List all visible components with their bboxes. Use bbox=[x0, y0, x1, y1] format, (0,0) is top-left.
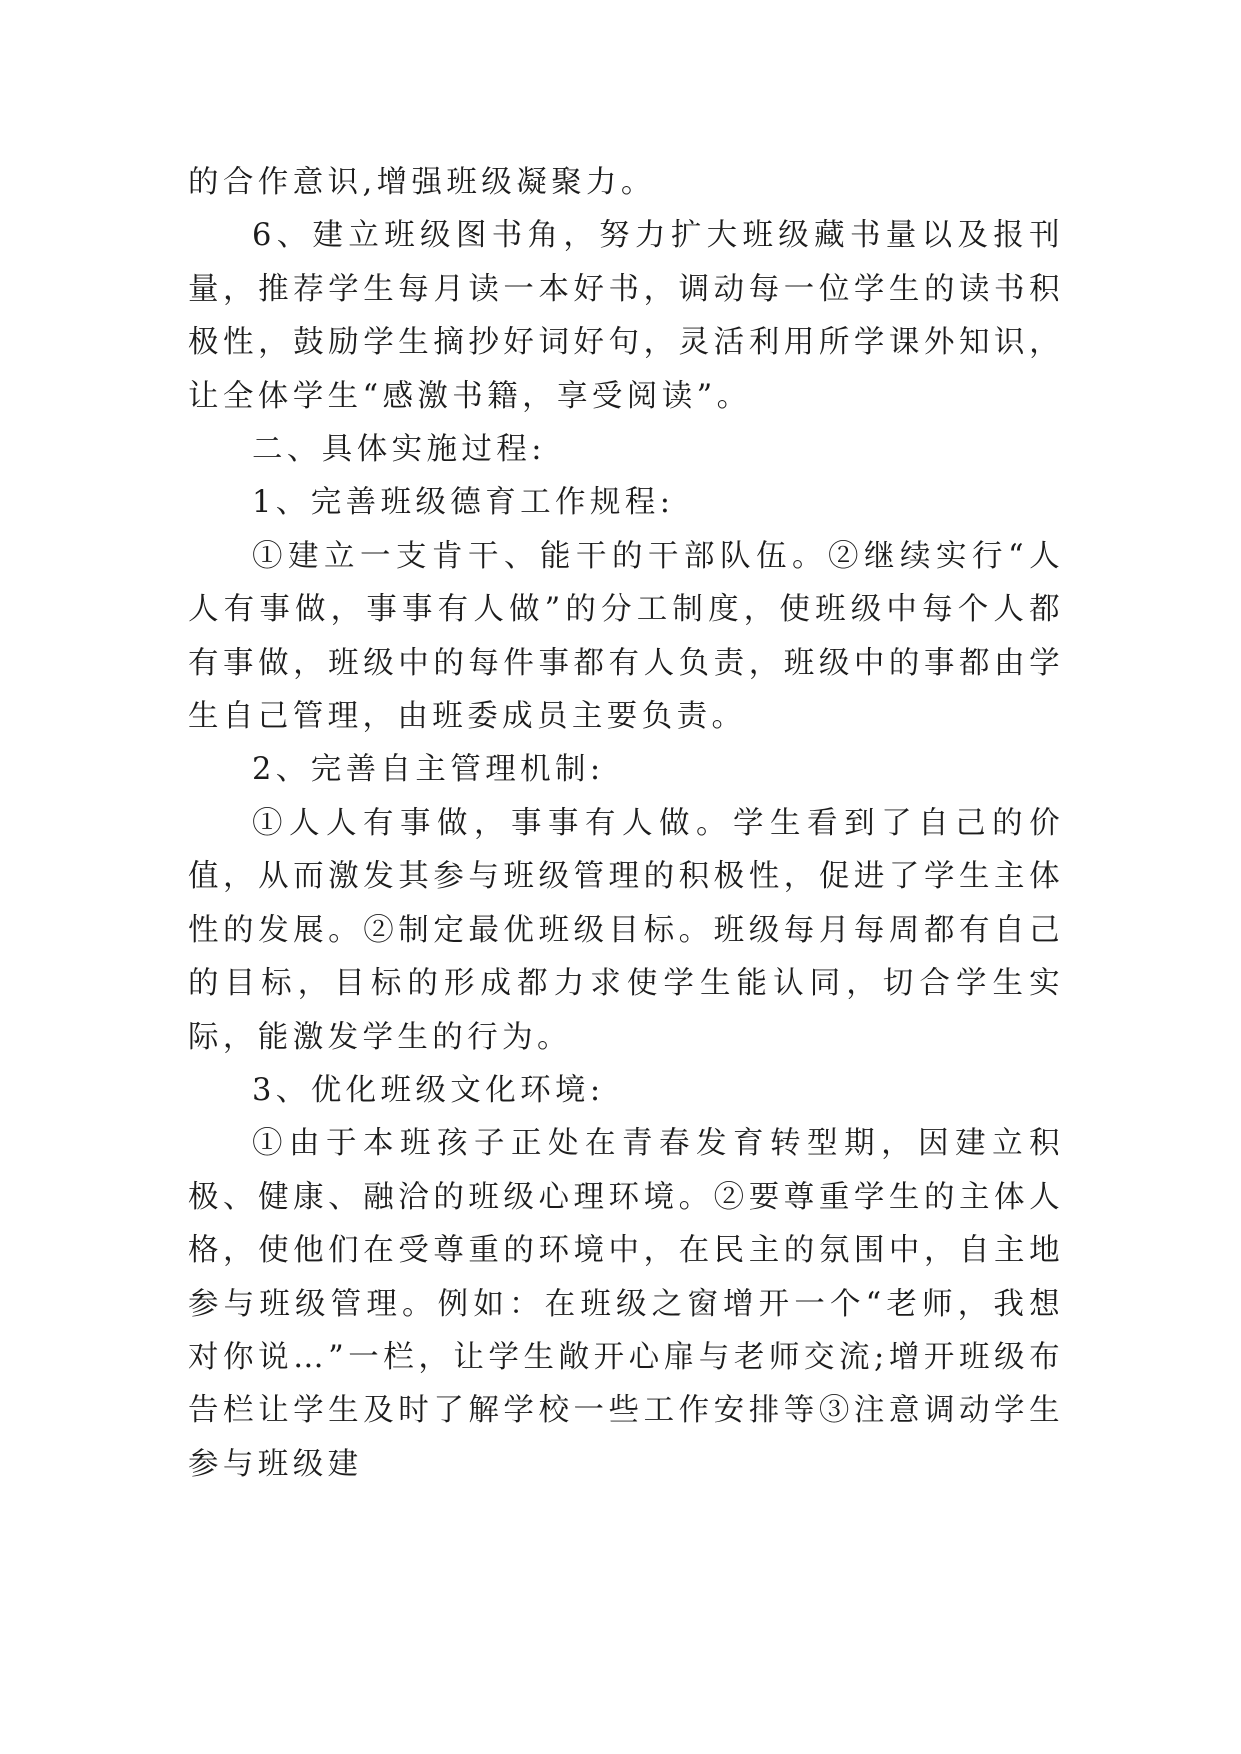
subheading-1: 1、完善班级德育工作规程: bbox=[252, 485, 675, 521]
subheading-2: 2、完善自主管理机制: bbox=[252, 752, 605, 788]
paragraph-subitem-1: ①建立一支肯干、能干的干部队伍。②继续实行“人人有事做，事事有人做”的分工制度，使班级中每个人都有事做，班级中的每件事都有人负责，班级中的事都由学生自己管理，由班委成员主要负责。 bbox=[188, 538, 1064, 735]
paragraph-subitem-2: ①人人有事做，事事有人做。学生看到了自己的价值，从而激发其参与班级管理的积极性，促进了学生主体性的发展。②制定最优班级目标。班级每月每周都有自己的目标，目标的形成都力求使学生能认同，切合学生实际，能激发学生的行为。 bbox=[188, 805, 1064, 1055]
subheading-3: 3、优化班级文化环境: bbox=[252, 1072, 605, 1108]
document-body bbox=[188, 156, 1064, 1491]
paragraph-item-6: 6、建立班级图书角，努力扩大班级藏书量以及报刊量，推荐学生每月读一本好书，调动每一位学生的读书积极性，鼓励学生摘抄好词好句，灵活利用所学课外知识，让全体学生“感激书籍，享受阅读”。 bbox=[188, 218, 1064, 414]
section-heading-2: 二、具体实施过程: bbox=[252, 432, 546, 468]
paragraph-subitem-3: ①由于本班孩子正处在青春发育转型期，因建立积极、健康、融洽的班级心理环境。②要尊重学生的主体人格，使他们在受尊重的环境中，在民主的氛围中，自主地参与班级管理。例如：在班级之窗增开一个“老师，我想对你说…”一栏，让学生敞开心扉与老师交流;增开班级布告栏让学生及时了解学校一些工作安排等③注意调动学生参与班级建 bbox=[188, 1126, 1064, 1482]
paragraph-continuation: 的合作意识,增强班级凝聚力。 bbox=[188, 165, 656, 200]
